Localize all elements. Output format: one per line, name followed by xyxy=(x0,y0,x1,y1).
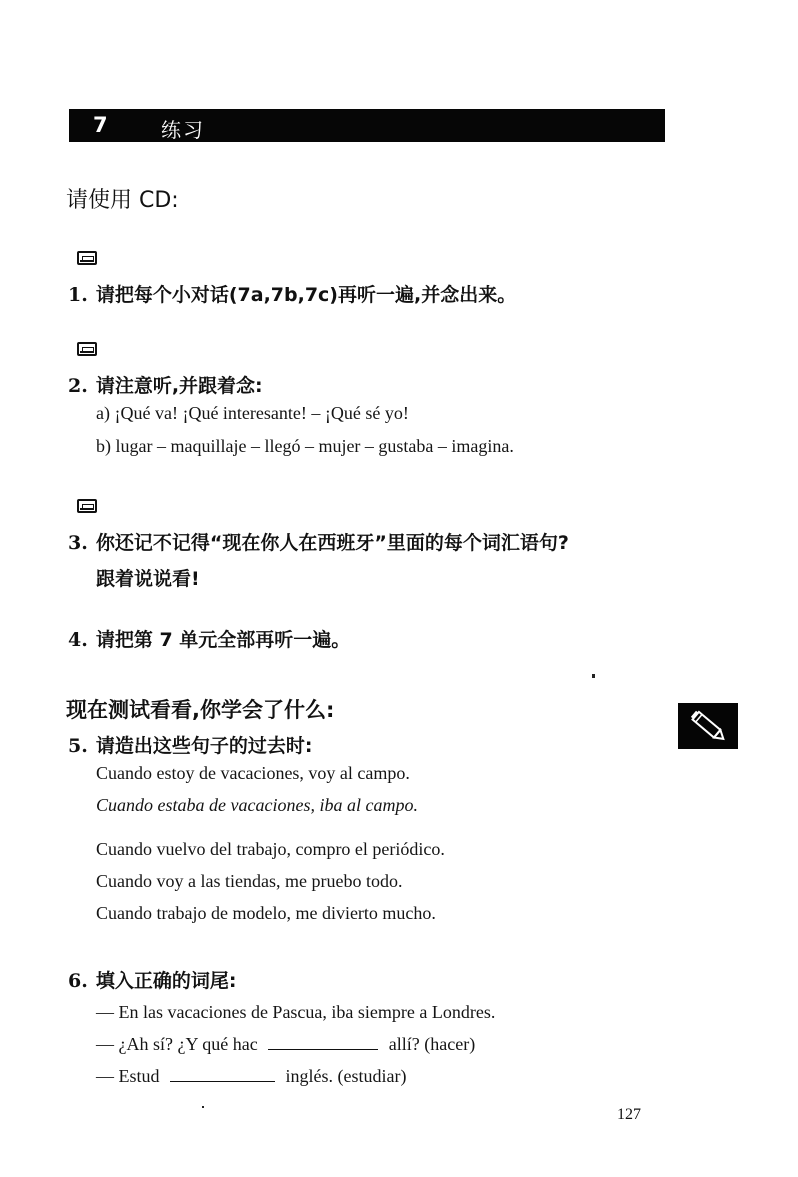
cassette-icon xyxy=(77,251,97,265)
cassette-icon xyxy=(77,499,97,513)
line-2-prefix: — ¿Ah sí? ¿Y qué hac xyxy=(96,1034,258,1054)
line-3-suffix: inglés. (estudiar) xyxy=(285,1066,407,1086)
exercise-instruction: 你还记不记得“现在你人在西班牙”里面的每个词汇语句? xyxy=(95,532,569,554)
exercise-2-item-b: b) lugar – maquillaje – llegó – mujer – gustaba – imagina. xyxy=(96,436,514,456)
line-2-suffix: allí? (hacer) xyxy=(388,1034,476,1054)
fill-blank-estudiar[interactable] xyxy=(170,1080,275,1082)
fill-blank-hacer[interactable] xyxy=(268,1048,378,1050)
exercise-number: 1. xyxy=(68,284,88,306)
section-header-bar xyxy=(69,109,665,142)
dialogue-line-1: — En las vacaciones de Pascua, iba siempre a Londres. xyxy=(96,1002,496,1022)
exercise-number: 4. xyxy=(68,629,88,651)
dialogue-line-3 xyxy=(96,1066,406,1087)
exercise-instruction: 请把第 7 单元全部再听一遍。 xyxy=(95,629,351,651)
exercise-number: 3. xyxy=(68,532,88,554)
print-speck xyxy=(202,1106,204,1108)
exercise-2 xyxy=(68,371,263,398)
exercise-1 xyxy=(68,280,516,307)
exercise-number: 5. xyxy=(68,735,88,757)
sentence-3: Cuando trabajo de modelo, me divierto mucho. xyxy=(96,903,436,923)
exercise-3 xyxy=(68,528,569,555)
line-3-prefix: — Estud xyxy=(96,1066,160,1086)
print-speck xyxy=(592,674,595,678)
test-heading: 现在测试看看,你学会了什么: xyxy=(66,698,335,722)
pencil-icon xyxy=(678,703,738,749)
exercise-4 xyxy=(68,625,350,652)
exercise-number: 6. xyxy=(68,970,88,992)
cassette-icon xyxy=(77,342,97,356)
section-title: 练习 xyxy=(161,118,205,142)
page-number: 127 xyxy=(617,1106,641,1123)
exercise-instruction: 填入正确的词尾: xyxy=(95,970,237,992)
example-answer: Cuando estaba de vacaciones, iba al campo. xyxy=(96,795,418,815)
cd-heading: 请使用 CD: xyxy=(66,188,179,213)
sentence-2: Cuando voy a las tiendas, me pruebo todo. xyxy=(96,871,403,891)
exercise-instruction: 请注意听,并跟着念: xyxy=(95,375,263,397)
exercise-instruction: 请造出这些句子的过去时: xyxy=(95,735,313,757)
exercise-2-item-a: a) ¡Qué va! ¡Qué interesante! – ¡Qué sé yo! xyxy=(96,403,409,423)
sentence-1: Cuando vuelvo del trabajo, compro el periódico. xyxy=(96,839,445,859)
exercise-5 xyxy=(68,731,312,758)
exercise-instruction: 请把每个小对话(7a,7b,7c)再听一遍,并念出来。 xyxy=(95,284,517,306)
dialogue-line-2 xyxy=(96,1034,475,1055)
exercise-number: 2. xyxy=(68,375,88,397)
exercise-3-line2: 跟着说说看! xyxy=(96,568,200,590)
exercise-6 xyxy=(68,966,236,993)
example-sentence: Cuando estoy de vacaciones, voy al campo. xyxy=(96,763,410,783)
section-number: 7 xyxy=(93,113,108,137)
